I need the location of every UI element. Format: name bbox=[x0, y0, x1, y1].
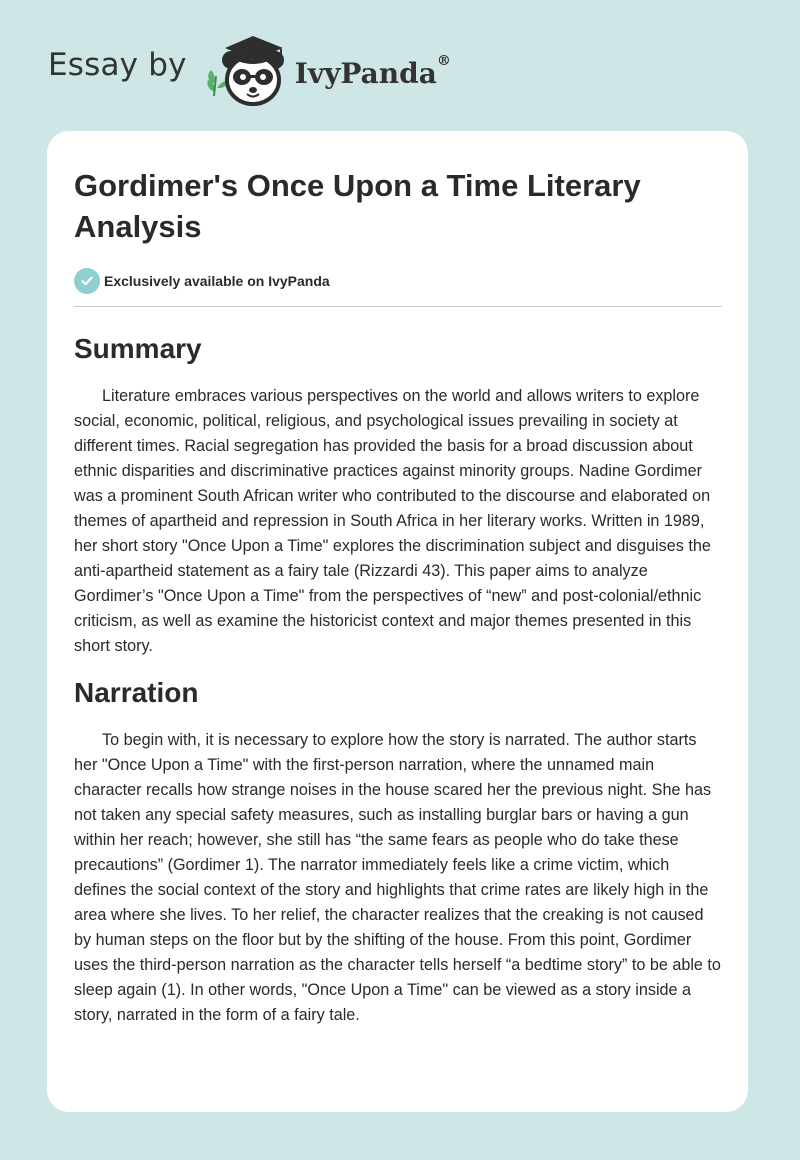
page-title: Gordimer's Once Upon a Time Literary Analysis bbox=[74, 168, 641, 244]
exclusive-badge bbox=[74, 267, 722, 295]
section-paragraph-summary: Literature embraces various perspectives on the world and allows writers to explore social, economic, political, religious, and psychological issues prevailing in society at different times. Racial segregation has provided the basis for a broad discussion about ethnic disparities and discriminative practices against minority groups. Nadine Gordimer was a prominent South African writer who contributed to the discourse and elaborated on themes of apartheid and repression in South Africa in her literary works. Written in 1989, her short story "Once Upon a Time" explores the discrimination subject and disguises the anti-apartheid statement as a fairy tale (Rizzardi 43). This paper aims to analyze Gordimer’s "Once Upon a Time" from the perspectives of “new” and post-colonial/ethnic criticism, as well as examine the historicist context and major themes presented in this short story. bbox=[74, 387, 711, 655]
essay-by-label: Essay by bbox=[48, 47, 187, 83]
section-paragraph-narration: To begin with, it is necessary to explore how the story is narrated. The author starts her "Once Upon a Time" with the first-person narration, where the unnamed main character recalls how strange noises in the house scared her the previous night. She has not taken any special safety measures, such as installing burglar bars or having a gun within her reach; however, she still has “the same fears as people who do take these precautions” (Gordimer 1). The narrator immediately feels like a crime victim, which defines the social context of the story and highlights that crime rates are likely high in the area where she lives. To her relief, the character realizes that the creaking is not caused by human steps on the floor but by the shifting of the house. From this point, Gordimer uses the third-person narration as the character tells herself “a bedtime story” to be able to sleep again (1). In other words, "Once Upon a Time" can be viewed as a story inside a story, narrated in the form of a fairy tale. bbox=[74, 731, 721, 1024]
divider bbox=[74, 306, 722, 307]
section-heading-summary: Summary bbox=[74, 333, 202, 364]
badge-text: Exclusively available on IvyPanda bbox=[104, 273, 330, 289]
brand-name-text: IvyPanda bbox=[294, 56, 437, 90]
checkmark-icon bbox=[74, 268, 100, 294]
registered-mark: ® bbox=[436, 52, 451, 69]
panda-graduation-cap-icon[interactable] bbox=[201, 30, 293, 110]
article-card bbox=[47, 131, 748, 1112]
section-heading-narration: Narration bbox=[74, 677, 199, 708]
site-header bbox=[48, 30, 451, 110]
brand-name[interactable] bbox=[294, 52, 451, 90]
